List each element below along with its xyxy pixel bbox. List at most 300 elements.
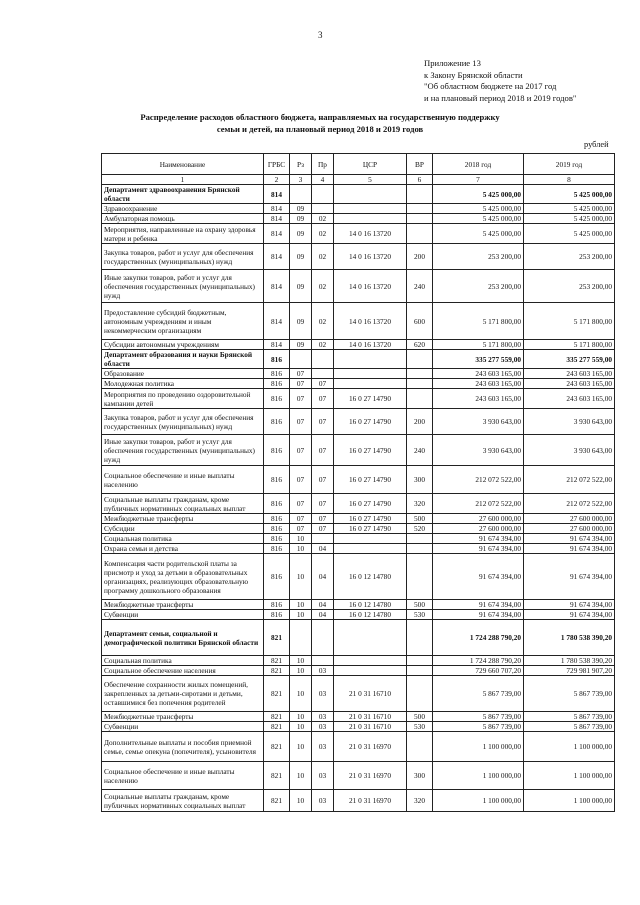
cell-csr: 16 0 12 14780 xyxy=(334,554,407,600)
cell-rz: 09 xyxy=(290,340,312,350)
cell-rz: 10 xyxy=(290,712,312,722)
cell-pr xyxy=(312,350,334,369)
cell-rz: 09 xyxy=(290,204,312,214)
cell-y2018: 729 660 707,20 xyxy=(433,666,524,676)
header-row xyxy=(102,154,615,175)
cell-y2018: 91 674 394,00 xyxy=(433,534,524,544)
title-line: семьи и детей, на плановый период 2018 и 2019 годов xyxy=(216,123,424,134)
cell-name: Департамент образования и науки Брянской области xyxy=(102,350,264,369)
cell-y2019: 27 600 000,00 xyxy=(524,524,615,534)
header-vr: ВР xyxy=(407,154,433,175)
cell-csr xyxy=(334,350,407,369)
cell-y2018: 5 425 000,00 xyxy=(433,204,524,214)
cell-csr: 14 0 16 13720 xyxy=(334,224,407,244)
cell-rz: 07 xyxy=(290,524,312,534)
table-row xyxy=(102,340,615,350)
cell-y2019: 253 200,00 xyxy=(524,244,615,270)
cell-csr: 21 0 31 16710 xyxy=(334,712,407,722)
cell-pr: 07 xyxy=(312,494,334,514)
cell-y2019: 335 277 559,00 xyxy=(524,350,615,369)
cell-vr xyxy=(407,544,433,554)
cell-y2018: 1 100 000,00 xyxy=(433,732,524,762)
cell-y2018: 243 603 165,00 xyxy=(433,379,524,389)
cell-grbs: 814 xyxy=(264,303,290,340)
cell-vr xyxy=(407,676,433,712)
cell-y2019: 243 603 165,00 xyxy=(524,369,615,379)
cell-pr: 07 xyxy=(312,435,334,466)
cell-y2018: 5 867 739,00 xyxy=(433,712,524,722)
cell-y2019: 1 780 538 390,20 xyxy=(524,620,615,656)
cell-rz xyxy=(290,350,312,369)
cell-grbs: 821 xyxy=(264,620,290,656)
cell-y2018: 5 867 739,00 xyxy=(433,676,524,712)
table-row xyxy=(102,369,615,379)
cell-y2019: 729 981 907,20 xyxy=(524,666,615,676)
cell-pr: 07 xyxy=(312,409,334,435)
cell-vr: 520 xyxy=(407,524,433,534)
cell-csr: 16 0 27 14790 xyxy=(334,409,407,435)
appendix-line: Приложение 13 xyxy=(424,58,481,68)
cell-y2018: 5 171 800,00 xyxy=(433,303,524,340)
cell-y2018: 5 425 000,00 xyxy=(433,224,524,244)
cell-y2019: 5 867 739,00 xyxy=(524,712,615,722)
cell-pr: 04 xyxy=(312,544,334,554)
cell-vr xyxy=(407,224,433,244)
cell-name: Обеспечение сохранности жилых помещений, закрепленных за детьми-сиротами и детьми, оставшимися без попечения родителей xyxy=(102,676,264,712)
cell-y2019: 243 603 165,00 xyxy=(524,379,615,389)
cell-name: Департамент семьи, социальной и демографической политики Брянской области xyxy=(102,620,264,656)
header-2019: 2019 год xyxy=(524,154,615,175)
table-row xyxy=(102,524,615,534)
table-row xyxy=(102,762,615,790)
cell-pr: 03 xyxy=(312,666,334,676)
cell-pr: 03 xyxy=(312,732,334,762)
cell-rz: 07 xyxy=(290,379,312,389)
cell-rz: 10 xyxy=(290,676,312,712)
cell-grbs: 821 xyxy=(264,676,290,712)
cell-rz: 10 xyxy=(290,610,312,620)
cell-csr: 21 0 31 16710 xyxy=(334,676,407,712)
cell-name: Межбюджетные трансферты xyxy=(102,712,264,722)
cell-y2019: 3 930 643,00 xyxy=(524,409,615,435)
cell-pr: 03 xyxy=(312,790,334,812)
cell-y2019: 1 100 000,00 xyxy=(524,732,615,762)
cell-rz: 09 xyxy=(290,303,312,340)
cell-y2019: 5 171 800,00 xyxy=(524,303,615,340)
cell-pr: 07 xyxy=(312,379,334,389)
table-row xyxy=(102,514,615,524)
cell-y2018: 1 100 000,00 xyxy=(433,762,524,790)
cell-grbs: 816 xyxy=(264,435,290,466)
cell-y2018: 5 425 000,00 xyxy=(433,185,524,204)
cell-grbs: 821 xyxy=(264,666,290,676)
cell-rz: 07 xyxy=(290,466,312,494)
table-row xyxy=(102,466,615,494)
cell-csr xyxy=(334,369,407,379)
cell-grbs: 821 xyxy=(264,722,290,732)
cell-y2018: 3 930 643,00 xyxy=(433,435,524,466)
units-label: рублей xyxy=(584,140,609,149)
table-row xyxy=(102,409,615,435)
cell-y2019: 91 674 394,00 xyxy=(524,554,615,600)
cell-rz xyxy=(290,185,312,204)
cell-grbs: 816 xyxy=(264,610,290,620)
cell-pr: 04 xyxy=(312,610,334,620)
cell-grbs: 816 xyxy=(264,514,290,524)
col-number: 7 xyxy=(433,175,524,185)
cell-pr xyxy=(312,534,334,544)
col-number: 2 xyxy=(264,175,290,185)
cell-pr: 02 xyxy=(312,303,334,340)
cell-vr: 500 xyxy=(407,514,433,524)
table-row xyxy=(102,185,615,204)
cell-y2018: 1 100 000,00 xyxy=(433,790,524,812)
cell-vr: 530 xyxy=(407,722,433,732)
cell-rz: 10 xyxy=(290,762,312,790)
cell-vr xyxy=(407,732,433,762)
cell-vr: 320 xyxy=(407,790,433,812)
cell-y2019: 5 171 800,00 xyxy=(524,340,615,350)
table-row xyxy=(102,620,615,656)
table-row xyxy=(102,554,615,600)
cell-pr: 04 xyxy=(312,554,334,600)
appendix-line: и на плановый период 2018 и 2019 годов" xyxy=(424,92,577,103)
table-row xyxy=(102,214,615,224)
cell-csr xyxy=(334,214,407,224)
col-number: 1 xyxy=(102,175,264,185)
cell-grbs: 821 xyxy=(264,712,290,722)
cell-y2019: 1 780 538 390,20 xyxy=(524,656,615,666)
cell-name: Компенсация части родительской платы за присмотр и уход за детьми в образовательных организациях, реализующих образовательную программу дошкольного образования xyxy=(102,554,264,600)
cell-pr xyxy=(312,185,334,204)
cell-csr: 21 0 31 16970 xyxy=(334,762,407,790)
cell-pr: 03 xyxy=(312,676,334,712)
header-2018: 2018 год xyxy=(433,154,524,175)
cell-y2019: 1 100 000,00 xyxy=(524,790,615,812)
cell-grbs: 816 xyxy=(264,544,290,554)
page-number: 3 xyxy=(318,30,323,40)
cell-grbs: 814 xyxy=(264,244,290,270)
cell-name: Социальные выплаты гражданам, кроме публичных нормативных социальных выплат xyxy=(102,494,264,514)
cell-y2019: 5 425 000,00 xyxy=(524,224,615,244)
cell-y2018: 5 867 739,00 xyxy=(433,722,524,732)
cell-name: Дополнительные выплаты и пособия приемной семье, семье опекуна (попечителя), усыновителя xyxy=(102,732,264,762)
table-row xyxy=(102,224,615,244)
cell-y2019: 243 603 165,00 xyxy=(524,389,615,409)
cell-y2018: 3 930 643,00 xyxy=(433,409,524,435)
cell-grbs: 816 xyxy=(264,350,290,369)
cell-csr: 16 0 27 14790 xyxy=(334,389,407,409)
cell-vr: 200 xyxy=(407,409,433,435)
table-row xyxy=(102,610,615,620)
cell-rz: 09 xyxy=(290,270,312,303)
cell-vr xyxy=(407,389,433,409)
cell-name: Закупка товаров, работ и услуг для обеспечения государственных (муниципальных) нужд xyxy=(102,409,264,435)
table-row xyxy=(102,244,615,270)
cell-rz: 09 xyxy=(290,224,312,244)
cell-name: Департамент здравоохранения Брянской области xyxy=(102,185,264,204)
cell-y2018: 243 603 165,00 xyxy=(433,369,524,379)
cell-pr: 03 xyxy=(312,722,334,732)
cell-y2018: 5 425 000,00 xyxy=(433,214,524,224)
cell-name: Межбюджетные трансферты xyxy=(102,600,264,610)
cell-pr: 02 xyxy=(312,224,334,244)
cell-csr: 14 0 16 13720 xyxy=(334,244,407,270)
cell-vr xyxy=(407,656,433,666)
appendix-line: "Об областном бюджете на 2017 год xyxy=(424,81,557,91)
cell-csr: 21 0 31 16970 xyxy=(334,732,407,762)
cell-y2018: 27 600 000,00 xyxy=(433,524,524,534)
cell-pr: 03 xyxy=(312,762,334,790)
cell-y2019: 91 674 394,00 xyxy=(524,544,615,554)
cell-rz: 07 xyxy=(290,514,312,524)
cell-vr: 200 xyxy=(407,244,433,270)
cell-rz: 10 xyxy=(290,600,312,610)
table-row xyxy=(102,790,615,812)
cell-grbs: 816 xyxy=(264,466,290,494)
cell-rz: 10 xyxy=(290,534,312,544)
cell-vr: 500 xyxy=(407,600,433,610)
cell-grbs: 816 xyxy=(264,379,290,389)
cell-pr: 02 xyxy=(312,214,334,224)
cell-name: Межбюджетные трансферты xyxy=(102,514,264,524)
cell-name: Социальное обеспечение и иные выплаты населению xyxy=(102,762,264,790)
col-number: 4 xyxy=(312,175,334,185)
cell-pr: 07 xyxy=(312,524,334,534)
cell-name: Социальные выплаты гражданам, кроме публичных нормативных социальных выплат xyxy=(102,790,264,812)
cell-rz: 10 xyxy=(290,732,312,762)
table-row xyxy=(102,600,615,610)
cell-csr: 16 0 27 14790 xyxy=(334,514,407,524)
cell-csr xyxy=(334,185,407,204)
cell-vr: 240 xyxy=(407,270,433,303)
cell-y2018: 212 072 522,00 xyxy=(433,494,524,514)
cell-rz xyxy=(290,620,312,656)
cell-pr: 02 xyxy=(312,270,334,303)
cell-name: Предоставление субсидий бюджетным, автономным учреждениям и иным некоммерческим организациям xyxy=(102,303,264,340)
header-pr: Пр xyxy=(312,154,334,175)
header-rz: Рз xyxy=(290,154,312,175)
cell-y2018: 91 674 394,00 xyxy=(433,554,524,600)
cell-rz: 07 xyxy=(290,494,312,514)
cell-csr xyxy=(334,204,407,214)
cell-rz: 10 xyxy=(290,666,312,676)
cell-grbs: 814 xyxy=(264,204,290,214)
cell-rz: 07 xyxy=(290,389,312,409)
cell-y2018: 5 171 800,00 xyxy=(433,340,524,350)
col-number: 3 xyxy=(290,175,312,185)
budget-table xyxy=(101,153,615,812)
cell-vr xyxy=(407,554,433,600)
cell-vr xyxy=(407,350,433,369)
cell-name: Мероприятия по проведению оздоровительной кампании детей xyxy=(102,389,264,409)
cell-rz: 09 xyxy=(290,244,312,270)
cell-name: Субсидии автономным учреждениям xyxy=(102,340,264,350)
cell-csr: 16 0 27 14790 xyxy=(334,494,407,514)
cell-pr: 07 xyxy=(312,389,334,409)
cell-vr xyxy=(407,369,433,379)
cell-rz: 09 xyxy=(290,214,312,224)
table-row xyxy=(102,204,615,214)
cell-vr xyxy=(407,185,433,204)
cell-pr: 02 xyxy=(312,340,334,350)
cell-name: Социальное обеспечение населения xyxy=(102,666,264,676)
cell-name: Мероприятия, направленные на охрану здоровья матери и ребенка xyxy=(102,224,264,244)
header-csr: ЦСР xyxy=(334,154,407,175)
cell-grbs: 816 xyxy=(264,600,290,610)
cell-y2018: 1 724 288 790,20 xyxy=(433,620,524,656)
table-row xyxy=(102,350,615,369)
cell-csr: 16 0 27 14790 xyxy=(334,466,407,494)
cell-pr: 07 xyxy=(312,514,334,524)
cell-vr xyxy=(407,214,433,224)
cell-y2018: 91 674 394,00 xyxy=(433,610,524,620)
cell-y2019: 5 425 000,00 xyxy=(524,214,615,224)
cell-grbs: 814 xyxy=(264,214,290,224)
table-row xyxy=(102,389,615,409)
cell-grbs: 816 xyxy=(264,534,290,544)
cell-y2019: 91 674 394,00 xyxy=(524,600,615,610)
cell-rz: 10 xyxy=(290,790,312,812)
table-row xyxy=(102,379,615,389)
cell-name: Субвенции xyxy=(102,610,264,620)
cell-vr xyxy=(407,620,433,656)
cell-y2018: 335 277 559,00 xyxy=(433,350,524,369)
cell-y2019: 5 425 000,00 xyxy=(524,204,615,214)
table-row xyxy=(102,732,615,762)
cell-vr xyxy=(407,204,433,214)
cell-name: Образование xyxy=(102,369,264,379)
table-row xyxy=(102,303,615,340)
cell-vr xyxy=(407,379,433,389)
cell-csr xyxy=(334,379,407,389)
cell-vr: 240 xyxy=(407,435,433,466)
cell-grbs: 814 xyxy=(264,270,290,303)
cell-y2018: 27 600 000,00 xyxy=(433,514,524,524)
cell-rz: 10 xyxy=(290,554,312,600)
cell-name: Закупка товаров, работ и услуг для обеспечения государственных (муниципальных) нужд xyxy=(102,244,264,270)
table-row xyxy=(102,722,615,732)
cell-rz: 07 xyxy=(290,369,312,379)
cell-y2019: 3 930 643,00 xyxy=(524,435,615,466)
cell-y2019: 212 072 522,00 xyxy=(524,494,615,514)
cell-rz: 10 xyxy=(290,656,312,666)
table-row xyxy=(102,435,615,466)
cell-vr: 300 xyxy=(407,762,433,790)
title-line: Распределение расходов областного бюджета, направляемых на государственную поддержку xyxy=(140,112,500,122)
cell-y2019: 5 867 739,00 xyxy=(524,676,615,712)
cell-name: Здравоохранение xyxy=(102,204,264,214)
cell-y2018: 91 674 394,00 xyxy=(433,600,524,610)
cell-name: Субсидии xyxy=(102,524,264,534)
cell-csr: 16 0 12 14780 xyxy=(334,600,407,610)
cell-y2018: 1 724 288 790,20 xyxy=(433,656,524,666)
cell-csr: 14 0 16 13720 xyxy=(334,340,407,350)
cell-csr xyxy=(334,656,407,666)
cell-rz: 07 xyxy=(290,435,312,466)
cell-rz: 10 xyxy=(290,722,312,732)
cell-y2018: 253 200,00 xyxy=(433,270,524,303)
cell-csr: 16 0 12 14780 xyxy=(334,610,407,620)
cell-name: Амбулаторная помощь xyxy=(102,214,264,224)
cell-grbs: 821 xyxy=(264,790,290,812)
table-row xyxy=(102,656,615,666)
cell-csr xyxy=(334,666,407,676)
cell-grbs: 816 xyxy=(264,409,290,435)
cell-csr: 14 0 16 13720 xyxy=(334,270,407,303)
header-grbs: ГРБС xyxy=(264,154,290,175)
cell-pr: 04 xyxy=(312,600,334,610)
col-number: 6 xyxy=(407,175,433,185)
table-row xyxy=(102,270,615,303)
cell-y2019: 253 200,00 xyxy=(524,270,615,303)
cell-csr: 14 0 16 13720 xyxy=(334,303,407,340)
cell-vr: 320 xyxy=(407,494,433,514)
cell-csr: 21 0 31 16710 xyxy=(334,722,407,732)
header-name: Наименование xyxy=(102,154,264,175)
cell-y2019: 91 674 394,00 xyxy=(524,534,615,544)
cell-csr: 16 0 27 14790 xyxy=(334,524,407,534)
cell-pr: 02 xyxy=(312,244,334,270)
cell-grbs: 821 xyxy=(264,762,290,790)
cell-grbs: 821 xyxy=(264,732,290,762)
cell-y2019: 212 072 522,00 xyxy=(524,466,615,494)
table-row xyxy=(102,666,615,676)
cell-name: Молодежная политика xyxy=(102,379,264,389)
table-body xyxy=(102,185,615,812)
table-row xyxy=(102,712,615,722)
cell-rz: 10 xyxy=(290,544,312,554)
cell-y2018: 253 200,00 xyxy=(433,244,524,270)
cell-vr: 530 xyxy=(407,610,433,620)
cell-pr xyxy=(312,369,334,379)
cell-pr xyxy=(312,620,334,656)
cell-y2019: 5 425 000,00 xyxy=(524,185,615,204)
appendix-block xyxy=(424,58,576,104)
cell-grbs: 816 xyxy=(264,369,290,379)
col-number: 8 xyxy=(524,175,615,185)
cell-y2018: 243 603 165,00 xyxy=(433,389,524,409)
cell-vr xyxy=(407,666,433,676)
col-number: 5 xyxy=(334,175,407,185)
cell-y2019: 91 674 394,00 xyxy=(524,610,615,620)
table-row xyxy=(102,544,615,554)
cell-y2018: 212 072 522,00 xyxy=(433,466,524,494)
appendix-line: к Закону Брянской области xyxy=(424,69,523,80)
cell-pr: 07 xyxy=(312,466,334,494)
cell-pr: 03 xyxy=(312,712,334,722)
cell-grbs: 816 xyxy=(264,389,290,409)
table-row xyxy=(102,534,615,544)
cell-y2018: 91 674 394,00 xyxy=(433,544,524,554)
cell-name: Социальная политика xyxy=(102,656,264,666)
cell-pr xyxy=(312,204,334,214)
table-row xyxy=(102,676,615,712)
table-row xyxy=(102,494,615,514)
cell-grbs: 814 xyxy=(264,340,290,350)
cell-csr: 16 0 27 14790 xyxy=(334,435,407,466)
cell-csr xyxy=(334,534,407,544)
cell-y2019: 27 600 000,00 xyxy=(524,514,615,524)
cell-name: Иные закупки товаров, работ и услуг для обеспечения государственных (муниципальных) нужд xyxy=(102,435,264,466)
cell-csr xyxy=(334,620,407,656)
cell-grbs: 816 xyxy=(264,524,290,534)
cell-grbs: 816 xyxy=(264,494,290,514)
cell-vr xyxy=(407,534,433,544)
cell-csr: 21 0 31 16970 xyxy=(334,790,407,812)
cell-vr: 300 xyxy=(407,466,433,494)
column-number-row xyxy=(102,175,615,185)
